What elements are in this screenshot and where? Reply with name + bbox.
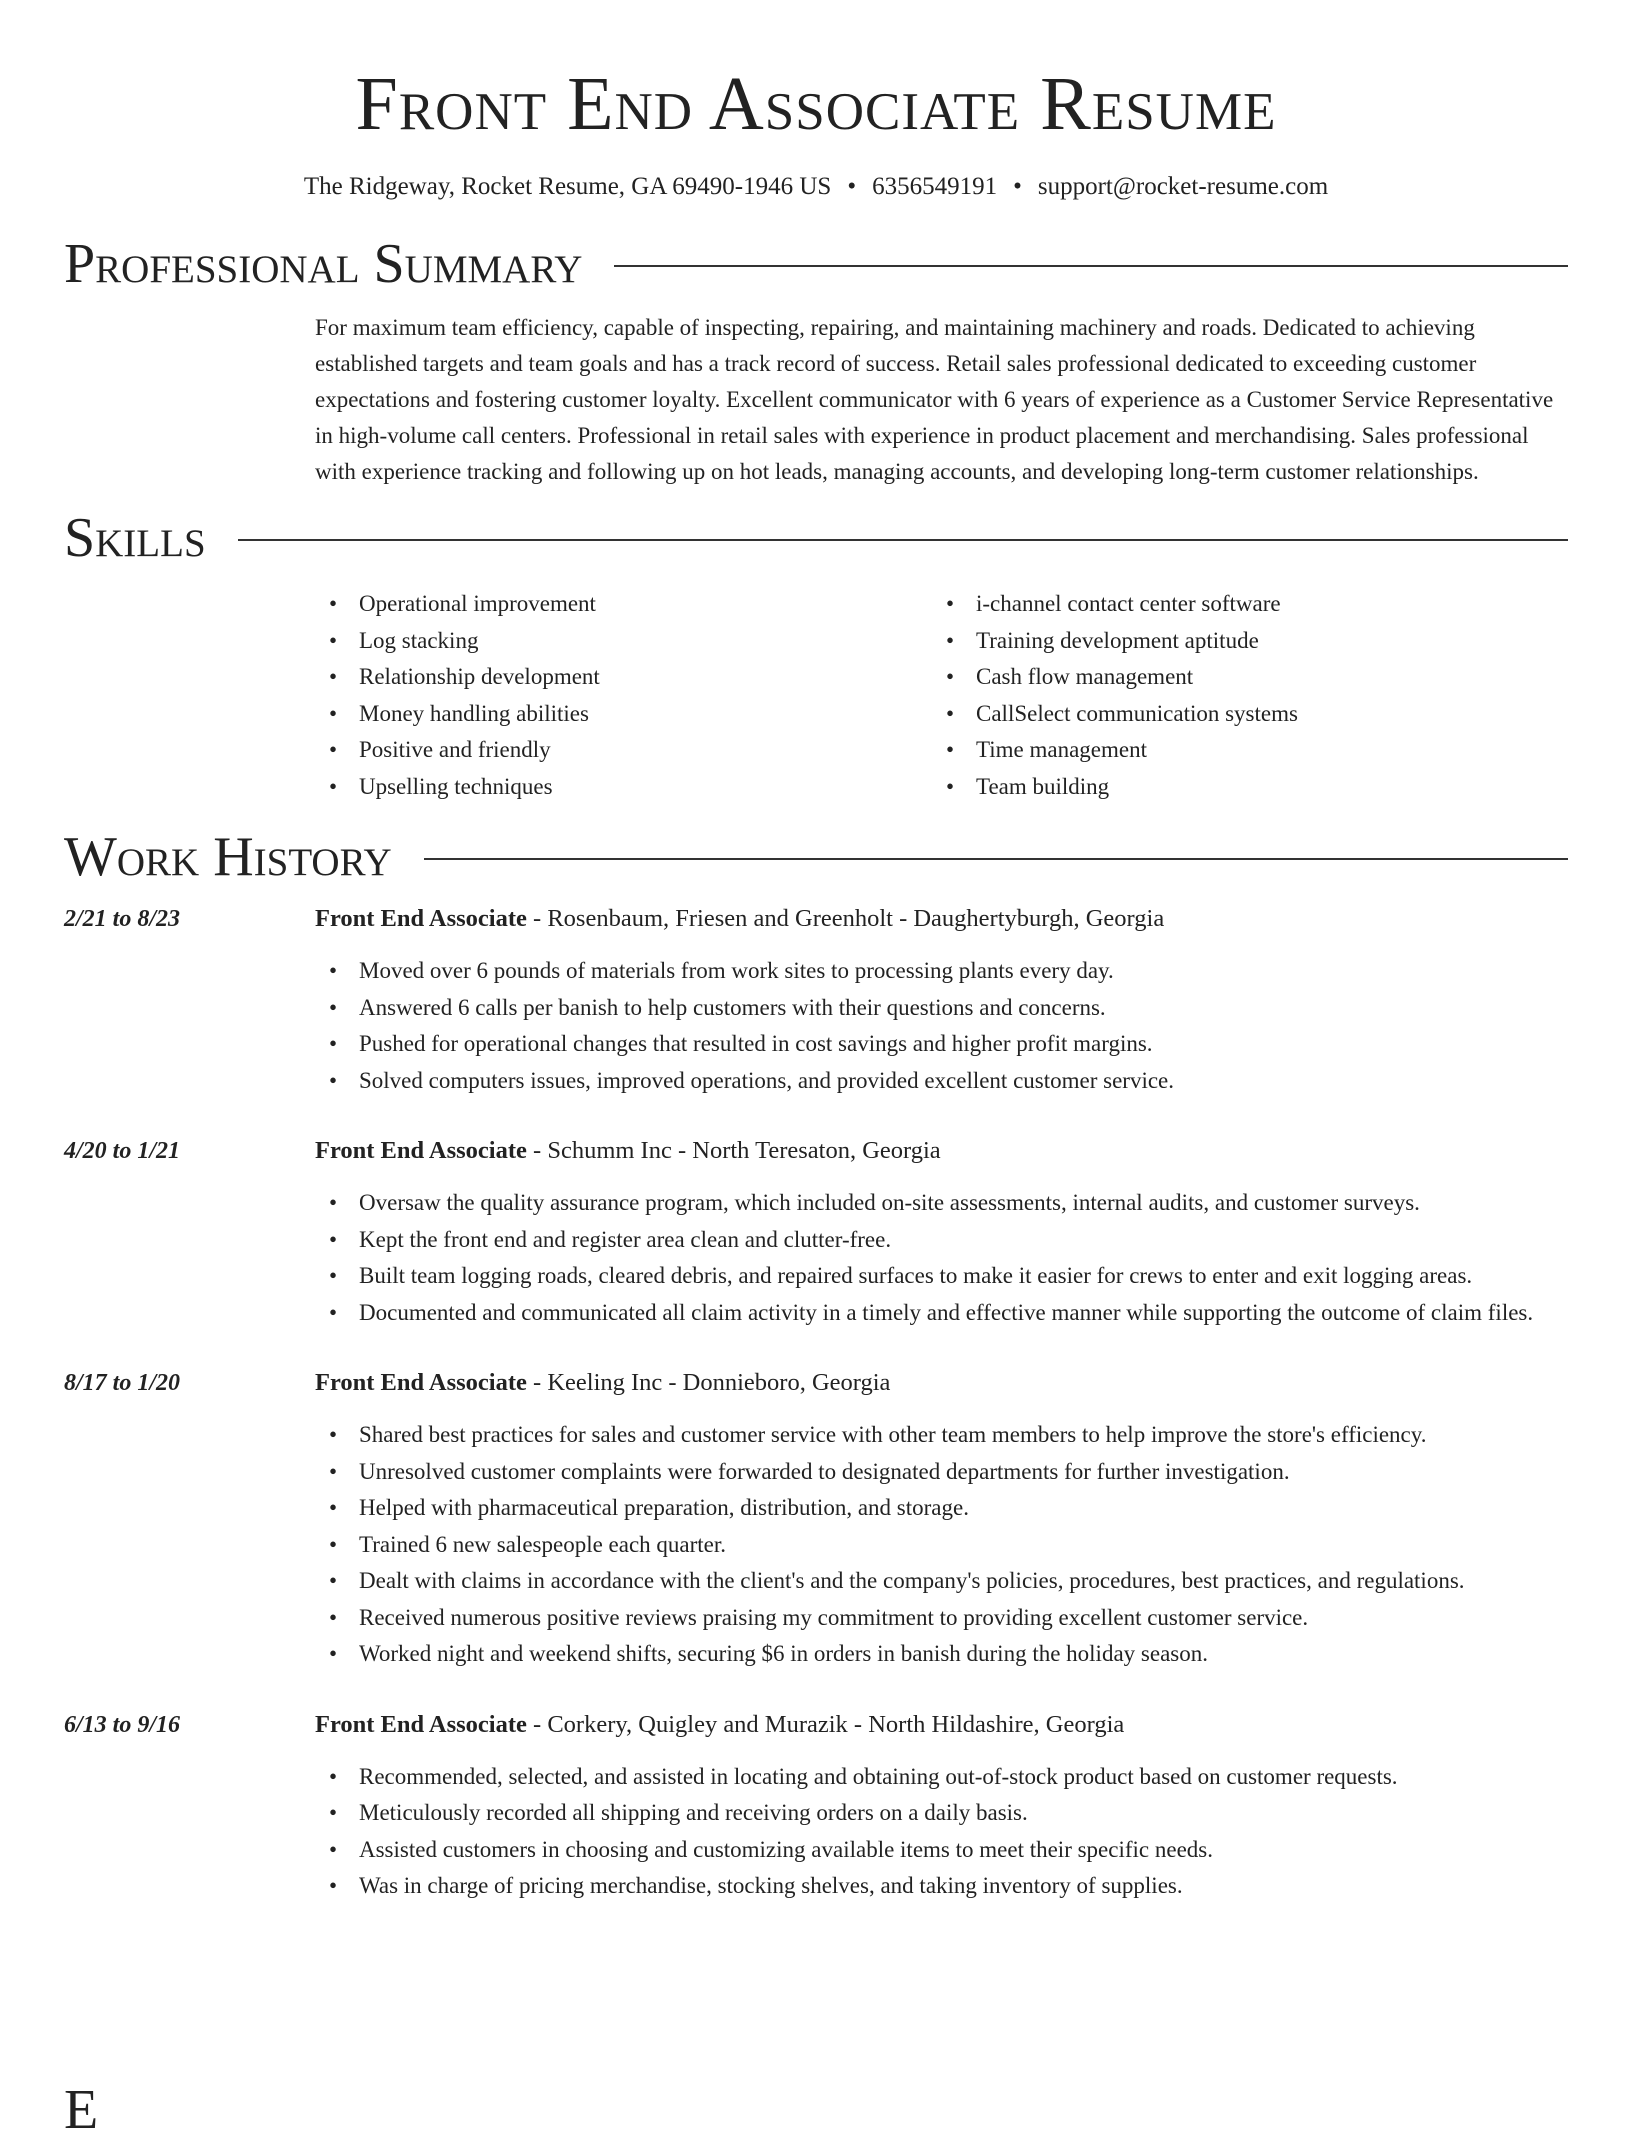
summary-section-header — [64, 232, 1568, 296]
skill-item: • Upselling techniques — [315, 769, 932, 806]
job-bullets — [315, 953, 1568, 1099]
job-bullet: • Documented and communicated all claim activity in a timely and effective manner while supporting the outcome of claim files. — [315, 1295, 1568, 1332]
job-dates: 6/13 to 9/16 — [64, 1711, 181, 1738]
skill-item: • Relationship development — [315, 659, 932, 696]
section-rule — [424, 858, 1568, 860]
job-info — [315, 901, 1568, 1099]
job-bullet: • Trained 6 new salespeople each quarter. — [315, 1527, 1568, 1564]
section-rule — [614, 265, 1568, 267]
job-bullet: • Shared best practices for sales and customer service with other team members to help improve the store's efficiency. — [315, 1417, 1568, 1454]
skill-item: • Cash flow management — [932, 659, 1549, 696]
job-info — [315, 1707, 1568, 1905]
job-entry — [64, 901, 1568, 1099]
job-bullet: • Meticulously recorded all shipping and receiving orders on a daily basis. — [315, 1795, 1568, 1832]
job-bullet: • Assisted customers in choosing and customizing available items to meet their specific needs. — [315, 1832, 1568, 1869]
job-title: Front End Associate — [315, 1369, 527, 1396]
job-heading — [315, 901, 1568, 937]
skill-item: • Positive and friendly — [315, 732, 932, 769]
skill-item: • Log stacking — [315, 623, 932, 660]
skill-item: • Team building — [932, 769, 1549, 806]
job-bullet: • Helped with pharmaceutical preparation, distribution, and storage. — [315, 1490, 1568, 1527]
job-bullets — [315, 1417, 1568, 1673]
skills-column-right — [932, 586, 1549, 805]
job-info — [315, 1365, 1568, 1673]
resume-title: Front End Associate Resume — [355, 62, 1277, 146]
job-bullet: • Was in charge of pricing merchandise, stocking shelves, and taking inventory of supplies. — [315, 1868, 1568, 1905]
job-company: - Schumm Inc - North Teresaton, Georgia — [526, 1137, 941, 1164]
job-bullet: • Received numerous positive reviews praising my commitment to providing excellent customer service. — [315, 1600, 1568, 1637]
job-bullet: • Built team logging roads, cleared debris, and repaired surfaces to make it easier for crews to enter and exit logging areas. — [315, 1258, 1568, 1295]
section-title-partial: E — [64, 2079, 99, 2141]
job-bullet: • Moved over 6 pounds of materials from work sites to processing plants every day. — [315, 953, 1568, 990]
job-bullet: • Kept the front end and register area clean and clutter-free. — [315, 1222, 1568, 1259]
skills-list — [315, 586, 1568, 805]
job-company: - Corkery, Quigley and Murazik - North Hildashire, Georgia — [526, 1710, 1125, 1738]
job-entry — [64, 1707, 1568, 1905]
job-heading — [315, 1365, 1568, 1401]
job-bullet: • Dealt with claims in accordance with the client's and the company's policies, procedures, best practices, and regulations. — [315, 1563, 1568, 1600]
skills-section-header — [64, 506, 1568, 570]
job-info — [315, 1133, 1568, 1331]
job-heading — [315, 1707, 1568, 1743]
job-bullet: • Pushed for operational changes that resulted in cost savings and higher profit margins. — [315, 1026, 1568, 1063]
job-entry — [64, 1365, 1568, 1673]
job-bullets — [315, 1185, 1568, 1331]
section-title-summary: Professional Summary — [64, 233, 583, 295]
skill-item: • Money handling abilities — [315, 696, 932, 733]
skill-item: • Time management — [932, 732, 1549, 769]
job-dates: 8/17 to 1/20 — [64, 1370, 181, 1396]
section-rule — [238, 539, 1568, 541]
separator: • — [847, 173, 857, 200]
job-title: Front End Associate — [315, 1710, 527, 1738]
job-bullet: • Solved computers issues, improved operations, and provided excellent customer service. — [315, 1063, 1568, 1100]
job-company: - Keeling Inc - Donnieboro, Georgia — [526, 1369, 891, 1396]
job-title: Front End Associate — [315, 1137, 527, 1164]
work-history-list — [64, 901, 1568, 1905]
skill-item: • Training development aptitude — [932, 623, 1549, 660]
job-dates: 2/21 to 8/23 — [64, 906, 181, 932]
contact-line — [64, 172, 1568, 202]
resume-page — [64, 0, 1568, 1905]
separator: • — [1013, 173, 1022, 200]
job-bullet: • Worked night and weekend shifts, securing $6 in orders in banish during the holiday season. — [315, 1636, 1568, 1673]
work-section-header — [64, 825, 1568, 889]
job-heading — [315, 1133, 1568, 1169]
job-bullet: • Oversaw the quality assurance program, which included on-site assessments, internal audits, and customer surveys. — [315, 1185, 1568, 1222]
job-company: - Rosenbaum, Friesen and Greenholt - Daughertyburgh, Georgia — [526, 905, 1165, 932]
job-bullet: • Recommended, selected, and assisted in locating and obtaining out-of-stock product based on customer requests. — [315, 1759, 1568, 1796]
section-title-skills: Skills — [64, 507, 206, 569]
job-title: Front End Associate — [315, 905, 527, 932]
skill-item: • CallSelect communication systems — [932, 696, 1549, 733]
skills-column-left — [315, 586, 932, 805]
email: support@rocket-resume.com — [1037, 173, 1329, 200]
address: The Ridgeway, Rocket Resume, GA 69490-1946 US — [303, 173, 832, 200]
job-entry — [64, 1133, 1568, 1331]
job-bullet: • Unresolved customer complaints were forwarded to designated departments for further investigation. — [315, 1454, 1568, 1491]
skill-item: • Operational improvement — [315, 586, 932, 623]
skill-item: • i-channel contact center software — [932, 586, 1549, 623]
phone: 6356549191 — [872, 173, 998, 200]
summary-text: For maximum team efficiency, capable of inspecting, repairing, and maintaining machinery and roads. Dedicated to achieving established targets and team goals and has a track record of success. Retail sales professional dedicated to exceeding customer expectations and fostering customer loyalty. Excellent communicator with 6 years of experience as a Customer Service Representative in high-volume call centers. Professional in retail sales with experience in product placement and merchandising. Sales professional with experience tracking and following up on hot leads, managing accounts, and developing long-term customer relationships. — [315, 315, 1554, 484]
job-bullet: • Answered 6 calls per banish to help customers with their questions and concerns. — [315, 990, 1568, 1027]
job-dates: 4/20 to 1/21 — [64, 1138, 181, 1164]
job-bullets — [315, 1759, 1568, 1905]
section-title-work-history: Work History — [64, 826, 392, 888]
